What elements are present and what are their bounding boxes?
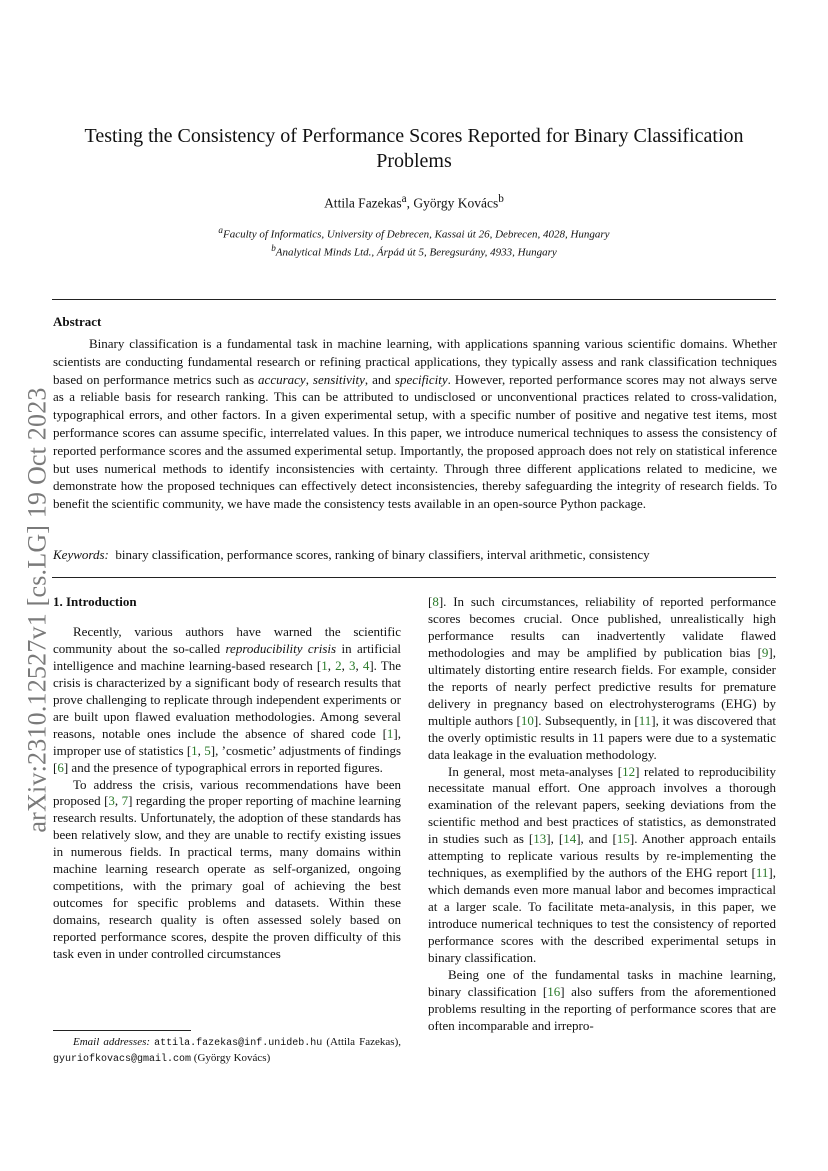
affil-text: Faculty of Informatics, University of Debrecen, Kassai út 26, Debrecen, 4028, Hungary xyxy=(223,228,610,241)
citation-link[interactable]: 3 xyxy=(348,657,356,673)
text: ], and [ xyxy=(576,831,617,847)
text: ], [ xyxy=(546,831,564,847)
left-column xyxy=(53,594,401,963)
section-heading: 1. Introduction xyxy=(53,594,137,609)
citation-link[interactable]: 1 xyxy=(321,657,328,673)
email-link[interactable]: attila.fazekas@inf.unideb.hu xyxy=(154,1038,323,1049)
abstract-bottom-rule xyxy=(52,577,776,578)
affil-mark: b xyxy=(271,242,276,253)
emphasis: reproducibility crisis xyxy=(225,640,337,656)
citation-link[interactable]: 5 xyxy=(204,742,211,758)
text: ]. The crisis is characterized by a significant body of research results that prove challenging to replicate through independent experiments or are built upon flawed evaluation methodologies. Among several reasons, notable ones include the absence of shared code [ xyxy=(53,657,402,741)
citation-link[interactable]: 3 xyxy=(108,793,115,809)
text: In general, most meta-analyses [ xyxy=(448,763,623,779)
abstract-text: , and xyxy=(364,371,395,387)
text: ], ultimately distorting entire research fields. For example, consider the reports of nearly perfect predictive results for premature delivery in pregnancy based on electrohysterograms (EHG) by multiple authors [ xyxy=(428,644,776,728)
text: ] related to reproducibility necessitate manual effort. One approach involves a thorough examination of the relevant papers, seeking deviations from the scientific method and best practices of statistics, as demonstrated in studies such as [ xyxy=(428,763,777,847)
text: ]. In such circumstances, reliability of reported performance scores becomes crucial. Once published, unrealistically high performance results can inadvertently validate flawed methodologies and may be amplified by publication bias [ xyxy=(428,594,776,660)
author-affil-mark: b xyxy=(498,193,504,205)
paragraph xyxy=(53,624,401,777)
abstract-em: specificity xyxy=(394,371,448,387)
citation-link[interactable]: 2 xyxy=(335,657,342,673)
text: ] and the presence of typographical errors in reported figures. xyxy=(63,759,383,775)
abstract-text: Binary classification is a fundamental task in machine learning, with applications spanning various scientific domains. Whether scientists are conducting fundamental research or refining practical applications, they typically assess and rank classification techniques based on performance metrics such as xyxy=(53,336,777,387)
abstract-top-rule xyxy=(52,299,776,300)
citation-link[interactable]: 1 xyxy=(191,742,198,758)
text: ], improper use of statistics [ xyxy=(53,725,401,758)
arxiv-stamp-text: arXiv:2310.12527v1 [cs.LG] 19 Oct 2023 xyxy=(23,387,53,833)
text: , xyxy=(327,657,336,673)
citation-link[interactable]: 11 xyxy=(755,865,769,881)
affiliation-a xyxy=(52,224,776,242)
text: Being one of the fundamental tasks in machine learning, binary classification [ xyxy=(428,966,776,999)
text: ]. Another approach entails attempting to replicate various results by re-implementing the techniques, as exemplified by the authors of the EHG report [ xyxy=(428,831,776,881)
paragraph xyxy=(428,967,776,1035)
affiliation-b xyxy=(52,242,776,260)
author-separator: , xyxy=(406,195,414,211)
citation-link[interactable]: 8 xyxy=(432,594,439,609)
text: [ xyxy=(428,594,433,609)
footnote-rule xyxy=(53,1030,191,1031)
footnote-label: Email addresses: xyxy=(73,1036,155,1048)
paragraph xyxy=(53,777,401,963)
citation-link[interactable]: 12 xyxy=(622,763,636,779)
citation-link[interactable]: 4 xyxy=(362,657,370,673)
affil-mark: a xyxy=(218,225,223,235)
citation-link[interactable]: 10 xyxy=(520,712,534,728)
abstract-em: accuracy xyxy=(258,371,306,387)
abstract-text: . However, reported performance scores may not always serve as a reliable basis for research ranking. This can be attributed to undisclosed or unconventional practices related to cross-validation, typographical errors, and other factors. In a given experimental setup, with a specific number of positive and negative test items, most performance scores can assume specific, interrelated values. In this paper, we introduce numerical techniques to assess the consistency of reported performance scores and the assumed experimental setup. Importantly, the proposed approach does not rely on statistical inference but uses numerical methods to identify inconsistencies with certainty. Through three different applications related to medicine, we demonstrate how the proposed techniques can effectively detect inconsistencies, thereby safeguarding the integrity of research fields. To benefit the scientific community, we have made the consistency tests available in an open-source Python package. xyxy=(53,371,778,512)
citation-link[interactable]: 1 xyxy=(386,725,394,741)
author-line xyxy=(52,193,776,212)
citation-link[interactable]: 15 xyxy=(616,831,630,847)
text: ] regarding the proper reporting of machine learning research results. Unfortunately, the adoption of these standards has been relatively slow, and they are unable to rectify existing issues in numerous fields. In practical terms, many domains within machine learning research operate as self-organized, ongoing competitions, with the primary goal of achieving the best outcomes for specific problems and datasets. Within these domains, research quality is often assessed solely based on reported performance scores, despite the proven difficulty of this task even in under controlled circumstances xyxy=(53,793,402,962)
citation-link[interactable]: 6 xyxy=(57,759,64,775)
keywords-text: binary classification, performance scores, ranking of binary classifiers, interval arithmetic, consistency xyxy=(115,547,650,562)
paragraph xyxy=(428,764,776,967)
footnote xyxy=(53,1035,401,1067)
text: , xyxy=(355,657,363,673)
keywords xyxy=(53,547,777,563)
email-link[interactable]: gyuriofkovacs@gmail.com xyxy=(53,1054,192,1065)
affiliations xyxy=(52,224,776,259)
paper-title: Testing the Consistency of Performance Scores Reported for Binary Classification Problems xyxy=(84,125,744,172)
citation-link[interactable]: 11 xyxy=(638,712,652,728)
text: , xyxy=(197,742,205,758)
author-name: György Kovács xyxy=(413,195,499,211)
citation-link[interactable]: 13 xyxy=(533,831,547,847)
abstract-body xyxy=(53,335,777,513)
text: in artificial intelligence and machine learning-based research [ xyxy=(53,640,402,673)
text: ] also suffers from the aforementioned problems resulting in the reporting of performance scores that are often incomparable and irrepro- xyxy=(428,983,776,1033)
abstract-em: sensitivity xyxy=(312,371,365,387)
text: ], it was discovered that the overly optimistic results in 11 papers were due to a systematic data leakage in the evaluation methodology. xyxy=(428,712,776,762)
citation-link[interactable]: 7 xyxy=(121,793,129,809)
text: ], which demands even more manual labor and becomes impractical at a larger scale. To facilitate meta-analysis, in this paper, we introduce numerical techniques to test the consistency of reported performance scores with the described experimental setups in binary classification. xyxy=(428,865,776,966)
text: , xyxy=(114,793,122,809)
paragraph xyxy=(428,594,776,764)
citation-link[interactable]: 9 xyxy=(761,644,769,660)
text: ]. Subsequently, in [ xyxy=(533,712,639,728)
footnote-name: (György Kovács) xyxy=(191,1052,271,1064)
right-column xyxy=(428,594,776,1035)
citation-link[interactable]: 16 xyxy=(547,983,561,999)
text: ], ’cosmetic’ adjustments of findings [ xyxy=(53,742,402,775)
text: Recently, various authors have warned the scientific community about the so-called xyxy=(53,623,401,656)
text: , xyxy=(341,657,349,673)
footnote-name: (Attila Fazekas), xyxy=(322,1036,401,1048)
author-affil-mark: a xyxy=(401,193,407,205)
abstract-heading: Abstract xyxy=(53,314,102,329)
affil-text: Analytical Minds Ltd., Árpád út 5, Beregsurány, 4933, Hungary xyxy=(275,246,557,259)
abstract-text: , xyxy=(305,371,313,387)
author-name: Attila Fazekas xyxy=(324,195,402,211)
keywords-label: Keywords: xyxy=(53,547,109,562)
text: To address the crisis, various recommendations have been proposed [ xyxy=(53,776,401,809)
arxiv-stamp xyxy=(20,365,56,855)
citation-link[interactable]: 14 xyxy=(563,831,577,847)
